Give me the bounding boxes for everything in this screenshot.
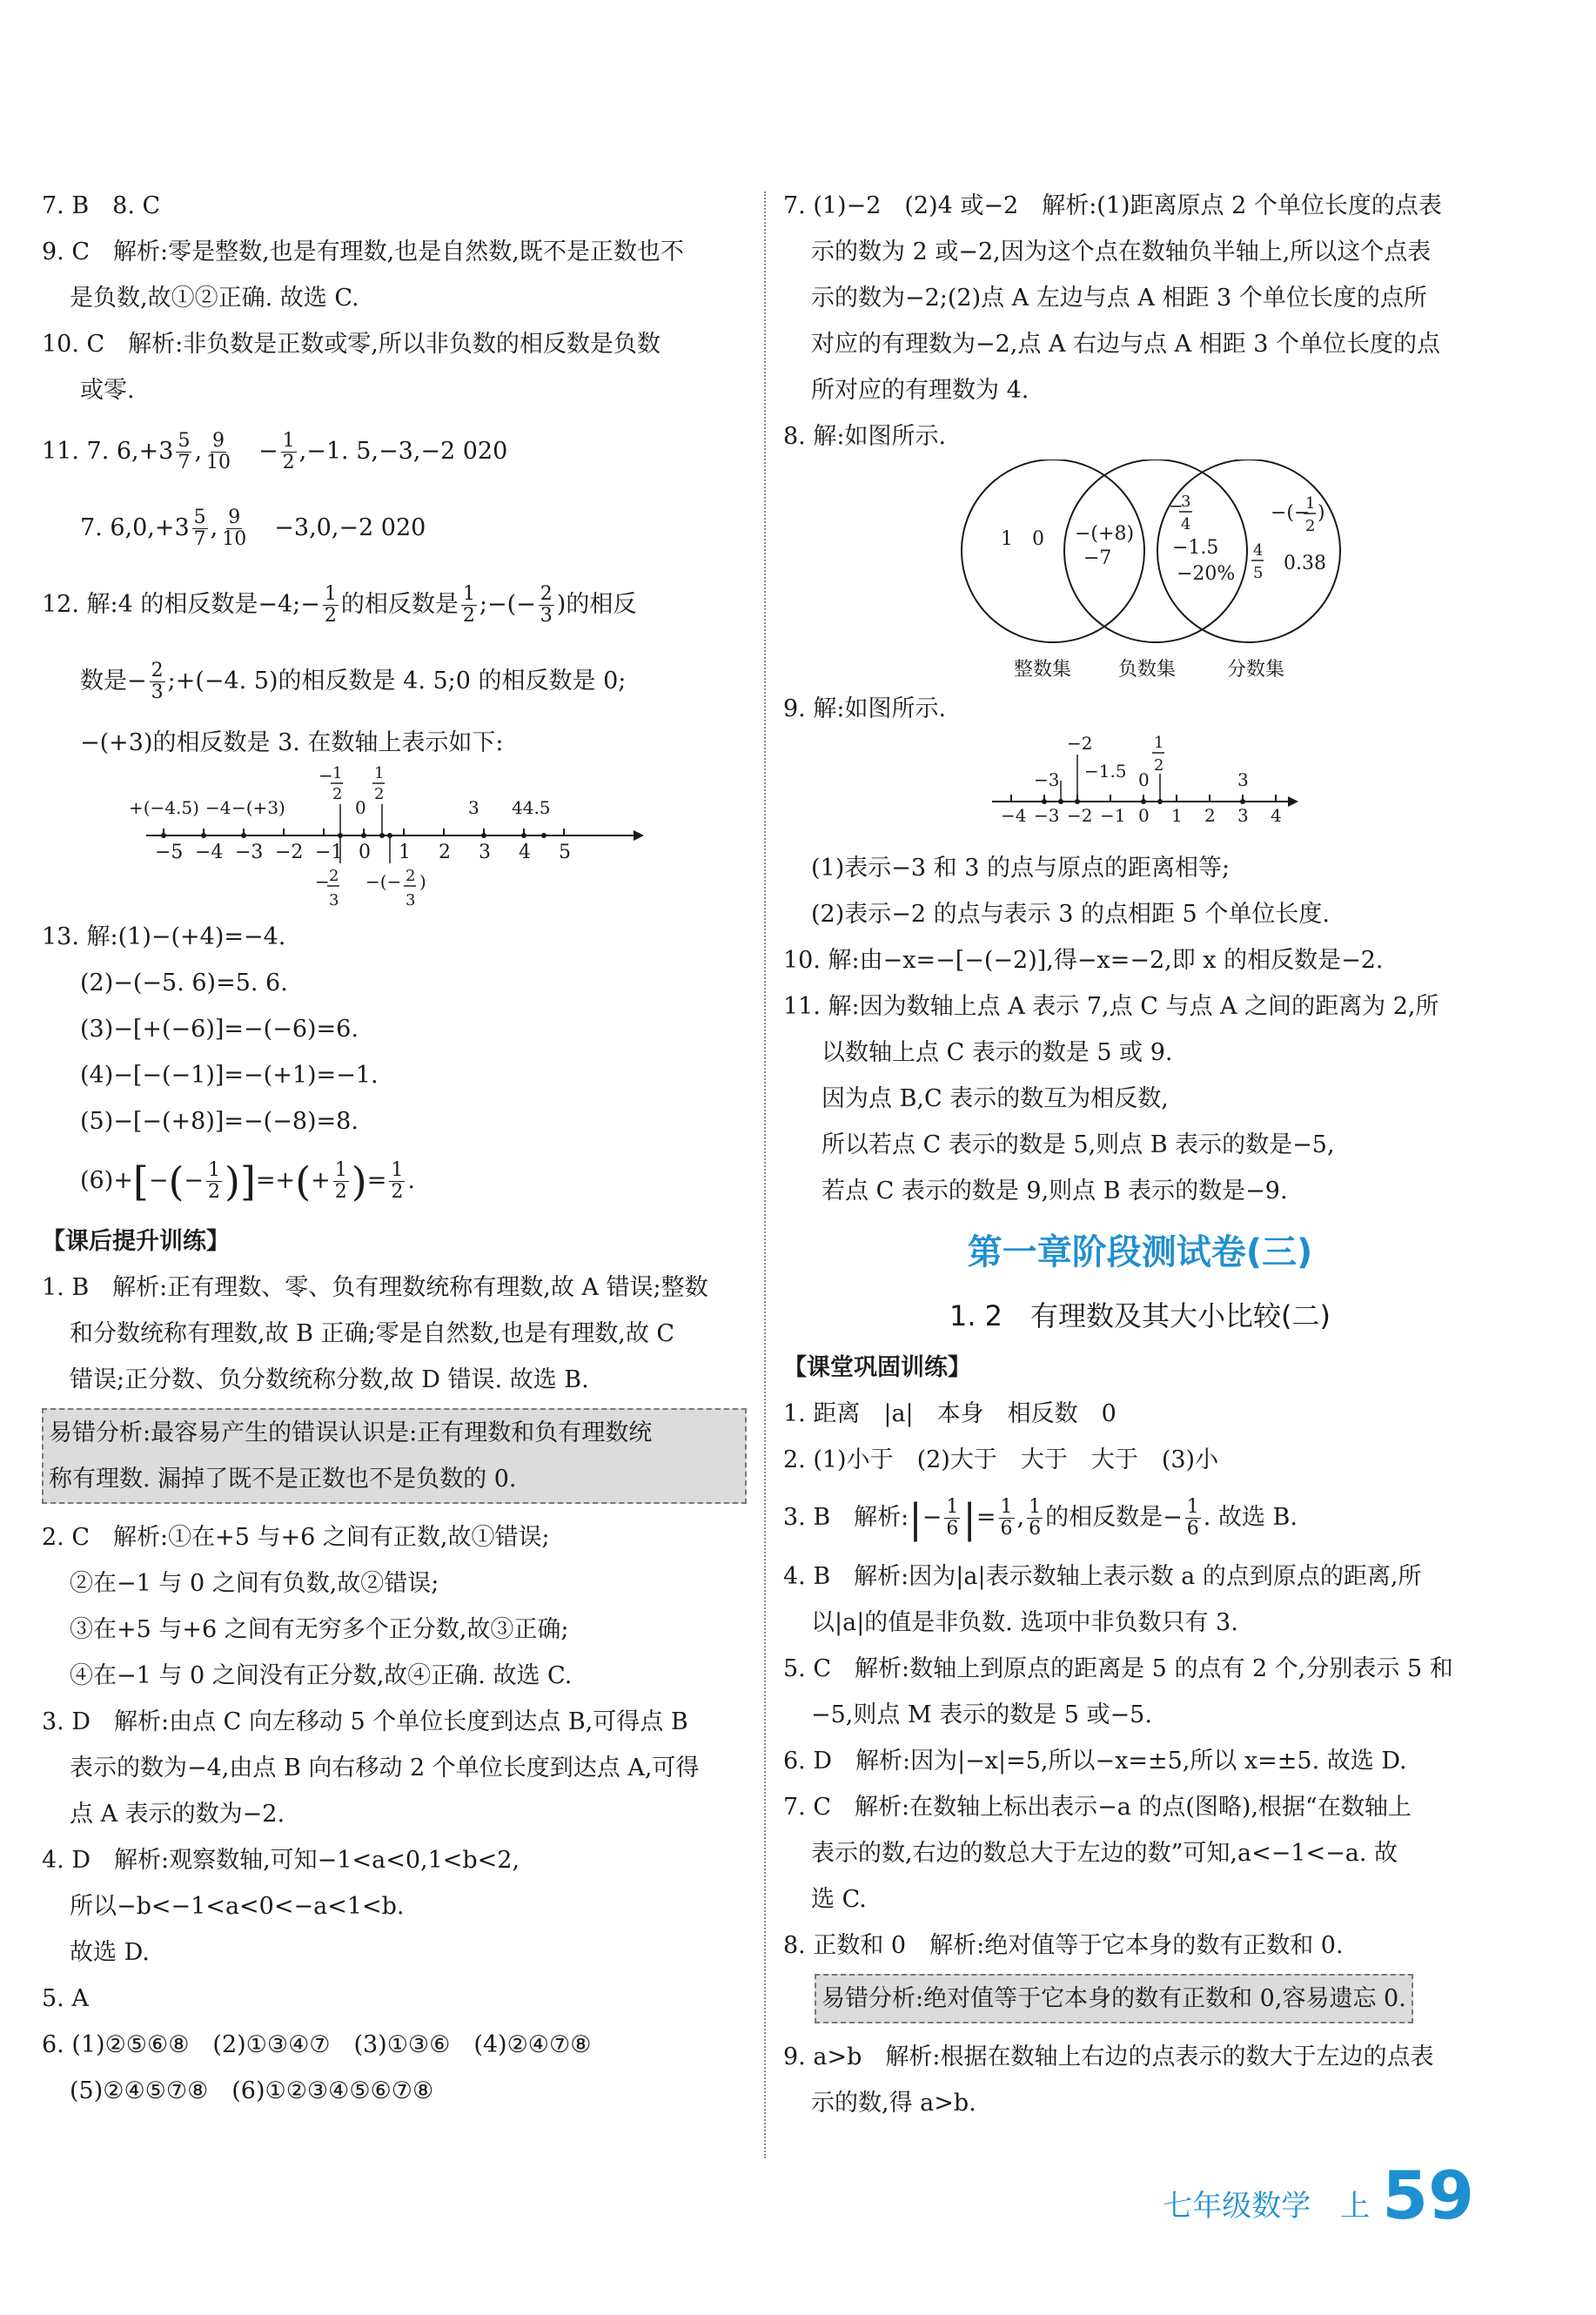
r-answer-9-note2: (2)表示−2 的点与表示 3 的点相距 5 个单位长度. xyxy=(811,901,1330,928)
c-answer-9-b: 示的数,得 a>b. xyxy=(811,2089,976,2117)
footer-book-label: 七年级数学 上 xyxy=(1163,2189,1371,2224)
answer-13-1: 13. 解:(1)−(+4)=−4. xyxy=(42,923,286,950)
c-answer-2: 2. (1)小于 (2)大于 大于 大于 (3)小 xyxy=(783,1446,1219,1473)
svg-text:1: 1 xyxy=(1154,734,1164,752)
right-column xyxy=(783,183,1497,2126)
p-answer-5: 5. A xyxy=(42,1984,89,2012)
svg-text:2: 2 xyxy=(439,842,451,863)
venn-pos-frac-b: 0.38 xyxy=(1284,553,1326,574)
r-answer-7-b: 示的数为 2 或−2,因为这个点在数轴负半轴上,所以这个点表 xyxy=(811,238,1432,265)
c-answer-4: 4. B 解析:因为|a|表示数轴上表示数 a 的点到原点的距离,所 xyxy=(783,1562,1422,1590)
svg-text:4: 4 xyxy=(1271,805,1282,826)
venn-neg-frac-b: −1.5 xyxy=(1172,537,1219,559)
c-answer-8: 8. 正数和 0 解析:绝对值等于它本身的数有正数和 0. xyxy=(783,1931,1344,1959)
venn-neg-int-a: −(+8) xyxy=(1075,523,1135,545)
p-answer-1-cont1: 和分数统称有理数,故 B 正确;零是自然数,也是有理数,故 C xyxy=(70,1319,675,1347)
venn-label-fraction: 分数集 xyxy=(1227,659,1285,681)
svg-text:1: 1 xyxy=(1171,805,1183,826)
svg-text:−4: −4 xyxy=(205,797,231,818)
r-answer-11-d: 所以若点 C 表示的数是 5,则点 B 表示的数是−5, xyxy=(821,1131,1335,1158)
column-divider xyxy=(764,191,766,2158)
svg-text:0: 0 xyxy=(1138,805,1150,826)
svg-text:2: 2 xyxy=(1204,805,1216,826)
venn-neg-frac-den: 4 xyxy=(1181,515,1191,533)
section-in-class: 【课堂巩固训练】 xyxy=(783,1354,971,1381)
answer-10-cont: 或零. xyxy=(80,377,135,404)
svg-text:3: 3 xyxy=(406,891,416,909)
svg-text:−(+3): −(+3) xyxy=(231,797,285,818)
svg-text:2: 2 xyxy=(406,867,416,885)
r-answer-7-e: 所对应的有理数为 4. xyxy=(811,377,1029,404)
svg-text:3: 3 xyxy=(329,891,339,909)
svg-text:1: 1 xyxy=(332,766,343,782)
r-answer-9: 9. 解:如图所示. xyxy=(783,695,947,722)
svg-text:1: 1 xyxy=(399,842,411,863)
venn-neg-frac-c: −20% xyxy=(1177,563,1236,585)
svg-text:−2: −2 xyxy=(1067,805,1093,826)
section-subtitle: 1. 2 有理数及其大小比较(二) xyxy=(949,1299,1331,1332)
r-answer-8: 8. 解:如图所示. xyxy=(783,423,947,450)
answer-9: 9. C 解析:零是整数,也是有理数,也是自然数,既不是正数也不 xyxy=(42,238,684,265)
r-answer-11-b: 以数轴上点 C 表示的数是 5 或 9. xyxy=(821,1039,1173,1066)
answer-13-5: (5)−[−(+8)]=−(−8)=8. xyxy=(80,1108,359,1135)
svg-text:−5: −5 xyxy=(155,842,184,863)
venn-pos-frac-a: −(− xyxy=(1271,502,1311,524)
venn-neg-int-b: −7 xyxy=(1083,547,1112,569)
svg-text:44.5: 44.5 xyxy=(512,797,551,818)
error-analysis-note xyxy=(42,1408,747,1504)
page-number: 59 xyxy=(1382,2157,1474,2234)
r-answer-10: 10. 解:由−x=−[−(−2)],得−x=−2,即 x 的相反数是−2. xyxy=(783,947,1384,974)
venn-neg-frac-num: 3 xyxy=(1181,493,1191,511)
svg-text:−: − xyxy=(315,871,330,892)
svg-text:−3: −3 xyxy=(235,842,264,863)
p-answer-2-c: ③在+5 与+6 之间有无穷多个正分数,故③正确; xyxy=(70,1615,569,1643)
answer-13-2: (2)−(−5. 6)=5. 6. xyxy=(80,970,288,996)
p-answer-6: 6. (1)②⑤⑥⑧ (2)①③④⑦ (3)①③⑥ (4)②④⑦⑧ xyxy=(42,2030,592,2058)
chapter-title: 第一章阶段测试卷(三) xyxy=(967,1232,1313,1272)
answer-13-4: (4)−[−(−1)]=−(+1)=−1. xyxy=(80,1062,379,1089)
answer-13-6: (6)+[−(− $\frac{1}{2}$ )]=+(+ $\frac{1}{2}$ )= $\frac{1}{2}$ . xyxy=(80,1158,415,1205)
svg-text:−4: −4 xyxy=(1001,805,1027,826)
svg-text:3: 3 xyxy=(1237,805,1249,826)
svg-text:−(−: −(− xyxy=(365,871,402,892)
left-column xyxy=(42,183,747,2114)
svg-text:3: 3 xyxy=(1237,769,1249,790)
answer-9-cont: 是负数,故①②正确. 故选 C. xyxy=(70,285,359,312)
section-after-class: 【课后提升训练】 xyxy=(42,1227,230,1255)
c-answer-3: 3. B 解析:|− $\frac{1}{6}$ |= $\frac{1}{6}$ , $\frac{1}{6}$ 的相反数是− $\frac{1}{6}$ . 故选 B. xyxy=(783,1494,1298,1542)
svg-text:2: 2 xyxy=(1154,756,1164,775)
r-answer-7-d: 对应的有理数为−2,点 A 右边与点 A 相距 3 个单位长度的点 xyxy=(811,331,1441,358)
p-answer-4-c: 故选 D. xyxy=(70,1938,150,1966)
venn-pos-frac-paren: ) xyxy=(1318,502,1325,524)
c-answer-6: 6. D 解析:因为|−x|=5,所以−x=±5,所以 x=±5. 故选 D. xyxy=(783,1747,1407,1775)
c-answer-9: 9. a>b 解析:根据在数轴上右边的点表示的数大于左边的点表 xyxy=(783,2043,1434,2070)
svg-text:2: 2 xyxy=(329,867,339,885)
p-answer-6-b: (5)②④⑤⑦⑧ (6)①②③④⑤⑥⑦⑧ xyxy=(70,2077,434,2104)
venn-integer-only: 1 0 xyxy=(1001,528,1044,550)
svg-text:3: 3 xyxy=(468,797,479,818)
c-answer-5-b: −5,则点 M 表示的数是 5 或−5. xyxy=(811,1701,1152,1728)
venn-label-negative: 负数集 xyxy=(1118,659,1177,681)
svg-text:4: 4 xyxy=(519,842,531,863)
error-analysis-note-2 xyxy=(815,1974,1413,2023)
svg-text:−1: −1 xyxy=(315,842,344,863)
svg-text:−: − xyxy=(1169,495,1184,516)
svg-text:−3: −3 xyxy=(1034,769,1060,790)
answer-12-line3: −(+3)的相反数是 3. 在数轴上表示如下: xyxy=(80,729,504,756)
svg-text:−2: −2 xyxy=(1067,733,1093,754)
p-answer-3-b: 表示的数为−4,由点 B 向右移动 2 个单位长度到达点 A,可得 xyxy=(70,1754,700,1782)
p-answer-4-b: 所以−b<−1<a<0<−a<1<b. xyxy=(70,1892,405,1920)
svg-text:5: 5 xyxy=(559,842,571,863)
r-answer-11: 11. 解:因为数轴上点 A 表示 7,点 C 与点 A 之间的距离为 2,所 xyxy=(783,993,1439,1020)
svg-text:3: 3 xyxy=(479,842,491,863)
c-answer-5: 5. C 解析:数轴上到原点的距离是 5 的点有 2 个,分别表示 5 和 xyxy=(783,1654,1453,1682)
p-answer-3-c: 点 A 表示的数为−2. xyxy=(70,1800,285,1828)
c-answer-4-b: 以|a|的值是非负数. 选项中非负数只有 3. xyxy=(811,1608,1238,1636)
c-answer-7: 7. C 解析:在数轴上标出表示−a 的点(图略),根据“在数轴上 xyxy=(783,1793,1412,1821)
svg-text:2: 2 xyxy=(374,785,385,803)
answer-12-line2: 数是− $\frac{2}{3}$ ;+(−4. 5)的相反数是 4. 5;0 的相反数是 0; xyxy=(80,660,627,703)
p-answer-2-d: ④在−1 与 0 之间没有正分数,故④正确. 故选 C. xyxy=(70,1661,573,1689)
answer-11-line2: 7. 6,0,+3 $\frac{5}{7}$ , $\frac{9}{10}$ −3,0,−2 020 xyxy=(80,507,426,550)
p-answer-1-cont2: 错误;正分数、负分数统称分数,故 D 错误. 故选 B. xyxy=(70,1366,589,1393)
p-answer-2-b: ②在−1 与 0 之间有负数,故②错误; xyxy=(70,1569,439,1597)
answer-13-3: (3)−[+(−6)]=−(−6)=6. xyxy=(80,1016,359,1043)
venn-pos-frac-den: 2 xyxy=(1305,517,1316,535)
venn-diagram xyxy=(783,460,1497,686)
venn-pos-frac2-num: 4 xyxy=(1253,541,1264,560)
answer-7-8: 7. B 8. C xyxy=(42,192,161,219)
svg-text:1: 1 xyxy=(374,766,385,782)
venn-pos-frac2-den: 5 xyxy=(1253,564,1264,582)
r-answer-9-note1: (1)表示−3 和 3 的点与原点的距离相等; xyxy=(811,855,1231,882)
c-answer-1: 1. 距离 |a| 本身 相反数 0 xyxy=(783,1400,1117,1427)
svg-text:−3: −3 xyxy=(1034,805,1060,826)
svg-text:−1: −1 xyxy=(1100,805,1126,826)
r-answer-7: 7. (1)−2 (2)4 或−2 解析:(1)距离原点 2 个单位长度的点表 xyxy=(783,192,1442,219)
venn-pos-frac-num: 1 xyxy=(1305,494,1316,513)
venn-label-integer: 整数集 xyxy=(1014,659,1072,681)
note-line-2: 称有理数. 漏掉了既不是正数也不是负数的 0. xyxy=(49,1465,517,1493)
page-footer xyxy=(1163,2157,1474,2234)
p-answer-3: 3. D 解析:由点 C 向左移动 5 个单位长度到达点 B,可得点 B xyxy=(42,1708,688,1735)
svg-text:−: − xyxy=(319,766,333,786)
c-answer-7-b: 表示的数,右边的数总大于左边的数”可知,a<−1<−a. 故 xyxy=(811,1839,1398,1867)
svg-text:0: 0 xyxy=(355,797,366,818)
svg-text:+(−4.5): +(−4.5) xyxy=(129,797,199,818)
p-answer-2: 2. C 解析:①在+5 与+6 之间有正数,故①错误; xyxy=(42,1523,550,1551)
svg-text:−4: −4 xyxy=(195,842,224,863)
svg-text:−2: −2 xyxy=(275,842,304,863)
number-line-diagram-9 xyxy=(783,732,1497,845)
p-answer-1: 1. B 解析:正有理数、零、负有理数统称有理数,故 A 错误;整数 xyxy=(42,1273,708,1301)
answer-10: 10. C 解析:非负数是正数或零,所以非负数的相反数是负数 xyxy=(42,331,661,358)
svg-text:2: 2 xyxy=(332,785,343,803)
c-answer-7-c: 选 C. xyxy=(811,1885,867,1913)
svg-text:−1.5: −1.5 xyxy=(1084,761,1127,782)
note-line-1: 易错分析:最容易产生的错误认识是:正有理数和负有理数统 xyxy=(49,1419,653,1446)
r-answer-11-c: 因为点 B,C 表示的数互为相反数, xyxy=(821,1085,1169,1112)
answer-11-line1: 11. 7. 6,+3 $\frac{5}{7}$ , $\frac{9}{10}$ − $\frac{1}{2}$ ,−1. 5,−3,−2 020 xyxy=(42,430,508,473)
r-answer-11-e: 若点 C 表示的数是 9,则点 B 表示的数是−9. xyxy=(821,1178,1288,1204)
note2-line: 易错分析:绝对值等于它本身的数有正数和 0,容易遗忘 0. xyxy=(821,1984,1406,2012)
answer-12-line1: 12. 解:4 的相反数是−4;− $\frac{1}{2}$ 的相反数是 $\frac{1}{2}$ ;−(− $\frac{2}{3}$ )的相反 xyxy=(42,583,637,627)
svg-text:): ) xyxy=(419,871,426,892)
svg-text:0: 0 xyxy=(1138,769,1150,790)
r-answer-7-c: 示的数为−2;(2)点 A 左边与点 A 相距 3 个单位长度的点所 xyxy=(811,285,1427,312)
number-line-diagram-12 xyxy=(129,766,668,914)
p-answer-4: 4. D 解析:观察数轴,可知−1<a<0,1<b<2, xyxy=(42,1846,520,1874)
svg-text:0: 0 xyxy=(359,842,371,863)
